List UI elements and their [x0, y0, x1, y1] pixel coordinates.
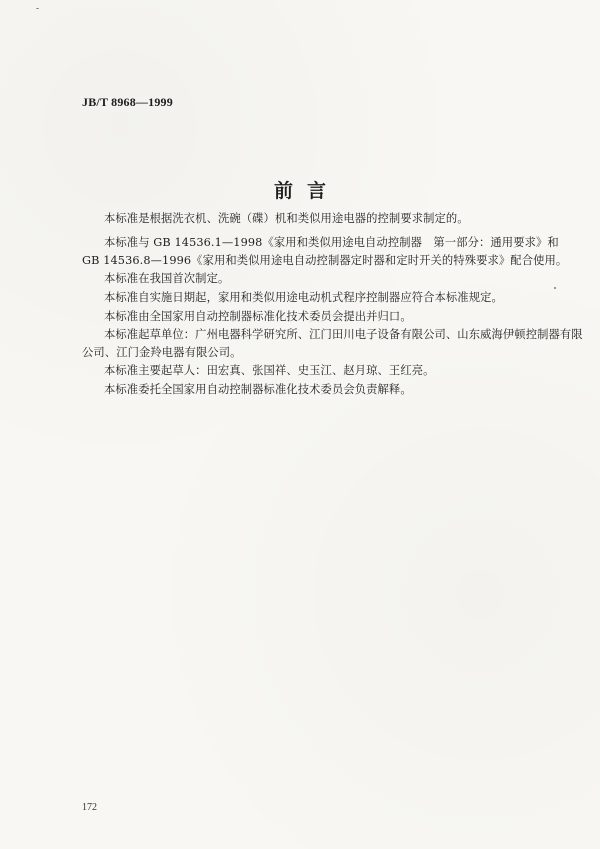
paragraph-1	[82, 210, 562, 228]
paragraph-line: 本标准自实施日期起，家用和类似用途电动机式程序控制器应符合本标准规定。	[104, 291, 503, 304]
scan-speck	[554, 287, 556, 289]
paragraph-7	[82, 362, 562, 380]
paragraph-5	[82, 308, 562, 326]
paragraph-2	[82, 234, 568, 270]
paragraph-8	[82, 381, 562, 399]
paragraph-line: GB 14536.8—1996《家用和类似用途电自动控制器定时器和定时开关的特殊要求》配合使用。	[82, 254, 568, 267]
paragraph-6	[82, 326, 583, 362]
paragraph-line: 本标准与 GB 14536.1—1998《家用和类似用途电自动控制器 第一部分：通用要求》和	[104, 236, 559, 249]
paragraph-line: 本标准委托全国家用自动控制器标准化技术委员会负责解释。	[104, 383, 412, 396]
paragraph-line: 本标准主要起草人：田宏真、张国祥、史玉江、赵月琼、王红亮。	[104, 364, 435, 377]
page-number: 172	[82, 802, 97, 813]
paragraph-line: 本标准由全国家用自动控制器标准化技术委员会提出并归口。	[104, 310, 412, 323]
paragraph-line: 本标准起草单位：广州电器科学研究所、江门田川电子设备有限公司、山东威海伊顿控制器有限	[104, 328, 583, 341]
paragraph-3	[82, 270, 562, 288]
standard-code: JB/T 8968—1999	[82, 95, 173, 109]
paragraph-line: 公司、江门金羚电器有限公司。	[82, 346, 242, 359]
scan-speck	[36, 8, 39, 9]
paragraph-4	[82, 289, 562, 307]
page-title: 前言	[273, 180, 340, 202]
paragraph-line: 本标准在我国首次制定。	[104, 272, 230, 285]
paragraph-line: 本标准是根据洗衣机、洗碗（碟）机和类似用途电器的控制要求制定的。	[104, 212, 469, 225]
